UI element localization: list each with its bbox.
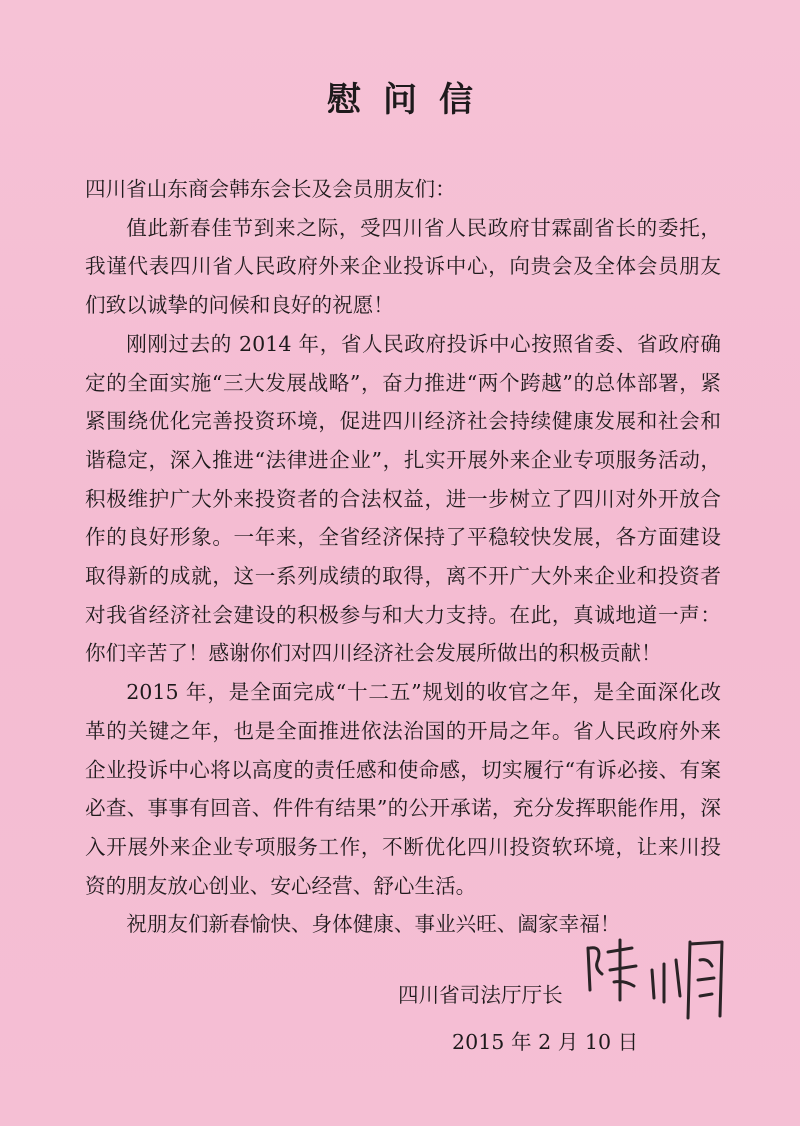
salutation: 四川省山东商会韩东会长及会员朋友们：: [85, 177, 456, 201]
signer-title: 四川省司法厅厅长: [398, 983, 563, 1007]
handwritten-signature: [580, 930, 730, 1030]
paragraph: 祝朋友们新春愉快、身体健康、事业兴旺、阖家幸福！: [126, 912, 621, 937]
letter-title: 慰问信: [327, 80, 495, 120]
letter-date: 2015 年 2 月 10 日: [452, 1030, 639, 1054]
paragraph: 刚刚过去的 2014 年，省人民政府投诉中心按照省委、省政府确定的全面实施“三大发展战略”，奋力推进“两个跨越”的总体部署，紧紧围绕优化完善投资环境，促进四川经济社会持续健康发展和社会和谐稳定，深入推进“法律进企业”，扎实开展外来企业专项服务活动，积极维护广大外来投资者的合法权益，进一步树立了四川对外开放合作的良好形象。一年来，全省经济保持了平稳较快发展，各方面建设取得新的成就，这一系列成绩的取得，离不开广大外来企业和投资者对我省经济社会建设的积极参与和大力支持。在此，真诚地道一声：你们辛苦了！感谢你们对四川经济社会发展所做出的积极贡献！: [85, 331, 721, 666]
paragraph: 2015 年，是全面完成“十二五”规划的收官之年，是全面深化改革的关键之年，也是全面推进依法治国的开局之年。省人民政府外来企业投诉中心将以高度的责任感和使命感，切实履行“有诉必接、有案必查、事事有回音、件件有结果”的公开承诺，充分发挥职能作用，深入开展外来企业专项服务工作，不断优化四川投资软环境，让来川投资的朋友放心创业、安心经营、舒心生活。: [85, 680, 721, 898]
letter-body: [85, 170, 721, 944]
paragraph: 值此新春佳节到来之际，受四川省人民政府甘霖副省长的委托，我谨代表四川省人民政府外来企业投诉中心，向贵会及全体会员朋友们致以诚挚的问候和良好的祝愿！: [85, 215, 721, 318]
